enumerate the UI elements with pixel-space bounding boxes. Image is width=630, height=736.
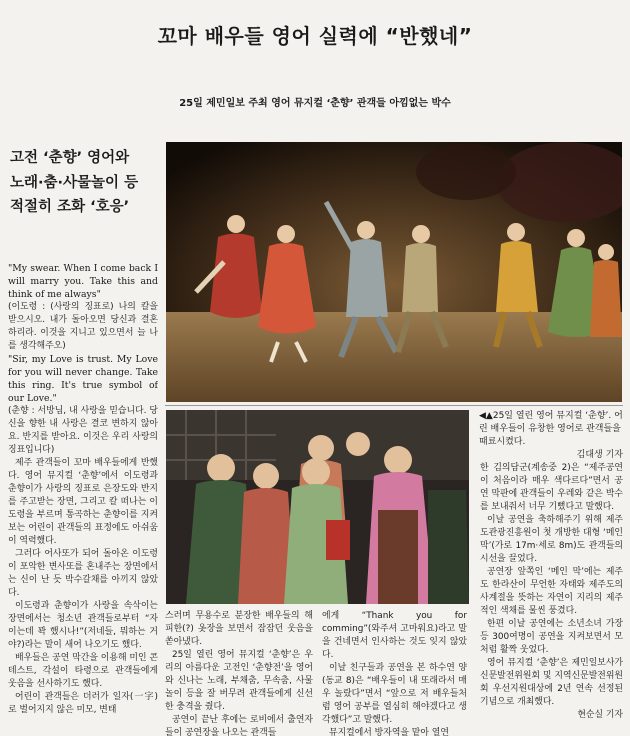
paragraph: 어린이 관객들은 더러가 일자(一字)로 벌어지지 않은 미모, 변태 [8,692,158,715]
pull-quote-line: 노래·춤·사물놀이 등 [10,174,139,191]
stage-photo-illustration [166,142,622,402]
paragraph: 그러다 어사또가 되어 돌아온 이도령이 포악한 변사또를 혼내주는 장면에서는 신이 난 듯 박수갈채를 아끼지 않았다. [8,549,158,598]
paragraph: 배우들은 공연 막간을 이용해 미인 콘테스트, 각설이 타령으로 관객들에게 웃음을 선사하기도 했다. [8,653,158,689]
photo-credit: 김대생 기자 [576,450,623,460]
korean-translation: (춘향 : 서방님, 내 사랑을 믿습니다. 당신을 향한 내 사랑은 결코 변하지 않아요. 반지를 받아요. 이것은 우리 사랑의 징표입니다) [8,406,158,455]
pull-quote-line: 적절히 조화 ‘호응’ [10,199,130,215]
paragraph: 공연이 끝난 후에는 로비에서 출연자들이 공연장을 나오는 관객들 [165,715,313,736]
paragraph: 공연장 앞쪽인 ‘메인 막’에는 제주도 한라산이 무언한 자태와 제주도의 사계절을 뜻하는 자연이 지리의 제주적인 색채를 물씬 풍겼다. [480,567,623,616]
paragraph: 뮤지컬에서 방자역을 맡아 열연 [329,728,449,736]
photo-stage-scene [166,142,622,402]
paragraph: 25일 열린 영어 뮤지컬 ‘춘향’은 우리의 아름다운 고전인 ‘춘향전’을 영어와 신나는 노래, 부채춤, 무속춤, 사물놀이 등을 잘 버무려 관객들에게 신선한 충격을 줬다. [165,650,313,712]
paragraph: 에게 “Thank you for comming”(와주셔 고마워요)라고 말을 건네면서 인사하는 것도 잊지 않았다. [322,611,467,660]
english-quote: "My swear. When I come back I will marry you. Take this and think of me always" [8,263,158,300]
pull-quote-line: 고전 ‘춘향’ 영어와 [10,150,130,166]
reporter-credit: 현순실 기자 [577,710,623,720]
paragraph: 스러며 무용수로 분장한 배우들의 해피한(?) 옷장을 보면서 잠잠던 웃음을 쏟아냈다. [165,611,313,647]
korean-translation: (이도령 : (사랑의 징표로) 나의 칼을 받으시오. 내가 돌아오면 당신과 결혼하리라. 이것을 지니고 있으면서 늘 나를 생각해주오) [8,302,158,351]
article-column-1 [8,262,158,734]
paragraph: 이도령과 춘향이가 사랑을 속삭이는 장면에서는 청소년 관객들로부터 “자이는데 꽉 했시나!”(저네들, 뭐하는 거야?)라는 말이 새어 나오기도 했다. [8,601,158,650]
paragraph: 제주 관객들이 꼬마 배우들에게 반했다. 영어 뮤지컬 ‘춘향’에서 이도령과 춘향이가 사랑의 징표로 은장도와 반지를 주고받는 장면, 그리고 칼 떠나는 이도령을 부르며 통곡하는 춘향이를 지켜보는 어린이 관객들의 표정에도 아쉬움이 역력했다. [8,458,158,546]
photo-caption [479,410,623,462]
pull-quote [10,146,160,220]
english-quote: "Sir, my Love is trust. My Love for you will never change. Take this ring. It's true symbol of our Love." [8,354,158,404]
paragraph: 이날 공연을 축하해주기 위해 제주도관광진흥원이 첫 개방한 대형 ‘메인 막’(가로 17m·세로 8m)도 관객들의 시선을 끌었다. [480,515,623,564]
paragraph: 영어 뮤지컬 ‘춘향’은 제민일보사가 신문발전위원회 및 지역신문발전위원회 우선지원대상에 2년 연속 선정된 기념으로 개최했다. [480,658,623,707]
headline: 꼬마 배우들 영어 실력에 “반했네” [157,24,473,48]
actors-photo-illustration [166,410,469,604]
subheadline: 25일 제민일보 주최 영어 뮤지컬 ‘춘향’ 관객들 아낌없는 박수 [179,98,451,109]
caption-text: ◀▲25일 열린 영어 뮤지컬 ‘춘향’. 어린 배우들이 유창한 영어로 관객들을 때료시켰다. [479,411,623,447]
article-column-3 [322,610,467,736]
divider [165,405,623,406]
paragraph: 한편 이날 공연에는 소년소녀 가장 등 300여명이 공연을 지켜보면서 모처럼 활짝 웃었다. [480,619,623,655]
photo-child-actors [166,410,469,604]
paragraph: 한 김의담군(계송중 2)은 “제주공연이 처음이라 매우 색다르다”면서 공연 막판에 관객들이 우레와 같은 박수를 보내줘서 너무 기뻤다고 말했다. [480,463,623,512]
article-column-4 [480,462,623,736]
paragraph: 이날 친구들과 공연을 본 하수연 양(동교 8)은 “배우들이 내 또래라서 매우 놀랐다”면서 “앞으로 저 배우들처럼 영어 공부를 열심히 해야겠다고 생각했다”고 말했다. [322,663,467,725]
article-column-2 [165,610,313,736]
